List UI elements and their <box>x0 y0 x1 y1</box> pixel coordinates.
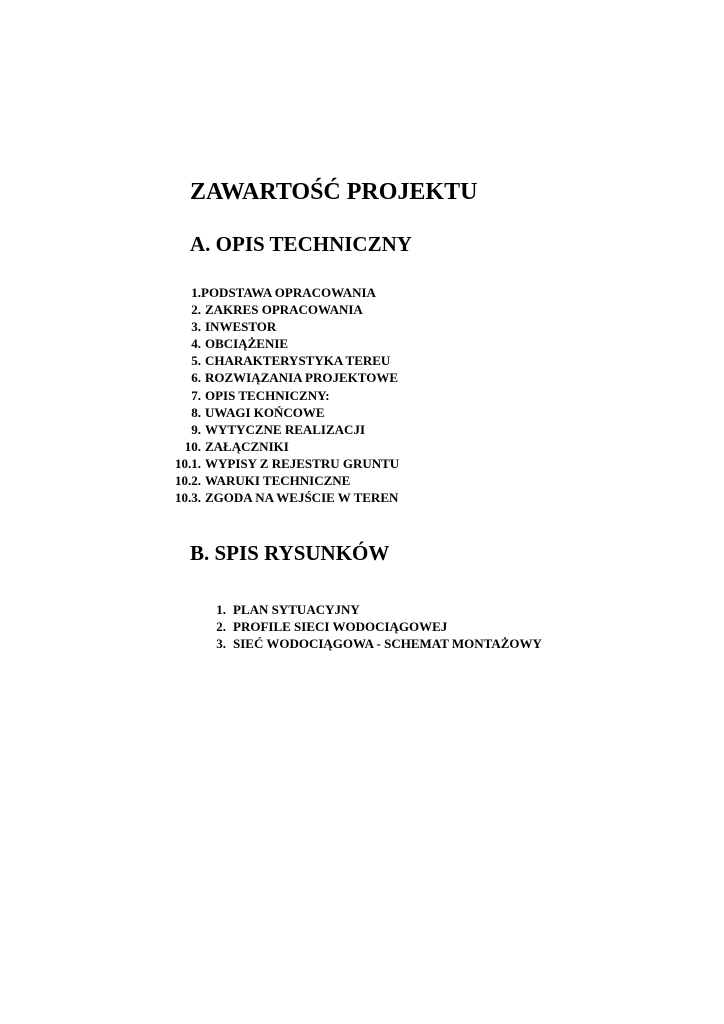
item-text: ZAŁĄCZNIKI <box>205 438 289 454</box>
list-item <box>170 284 490 301</box>
section-b-list <box>200 601 620 653</box>
item-text: WARUKI TECHNICZNE <box>205 473 351 489</box>
list-item <box>170 369 490 386</box>
list-item <box>170 404 490 421</box>
item-text: OBCIĄŻENIE <box>205 336 289 352</box>
list-item <box>170 421 490 438</box>
item-text: OPIS TECHNICZNY: <box>205 387 330 403</box>
item-number: 2. <box>216 619 226 635</box>
item-number: 7. <box>191 387 201 403</box>
item-number: 2. <box>191 302 201 318</box>
item-number: 10. <box>184 438 201 454</box>
list-item <box>200 635 620 652</box>
list-item <box>170 352 490 369</box>
item-number: 10.3. <box>175 490 201 506</box>
item-text: PODSTAWA OPRACOWANIA <box>201 285 376 300</box>
list-item <box>170 472 490 489</box>
section-b-heading: B. SPIS RYSUNKÓW <box>190 541 390 565</box>
item-text: WYPISY Z REJESTRU GRUNTU <box>205 455 400 471</box>
item-number: 10.1. <box>175 455 201 471</box>
item-number: 10.2. <box>175 473 201 489</box>
item-number: 3. <box>216 636 226 652</box>
item-text: ZAKRES OPRACOWANIA <box>205 302 363 318</box>
list-item <box>170 489 490 506</box>
section-a-list <box>170 284 490 506</box>
item-number: 3. <box>191 319 201 335</box>
item-text: PROFILE SIECI WODOCIĄGOWEJ <box>233 619 448 635</box>
item-text: CHARAKTERYSTYKA TEREU <box>205 353 391 369</box>
item-text: WYTYCZNE REALIZACJI <box>205 421 365 437</box>
item-number: 5. <box>191 353 201 369</box>
item-text: SIEĆ WODOCIĄGOWA - SCHEMAT MONTAŻOWY <box>233 636 542 652</box>
item-number: 4. <box>191 336 201 352</box>
list-item <box>200 618 620 635</box>
list-item <box>170 455 490 472</box>
list-item <box>170 318 490 335</box>
list-item <box>170 438 490 455</box>
item-text: INWESTOR <box>205 319 277 335</box>
item-text: ROZWIĄZANIA PROJEKTOWE <box>205 370 398 386</box>
section-a-heading: A. OPIS TECHNICZNY <box>190 232 412 256</box>
item-text: ZGODA NA WEJŚCIE W TEREN <box>205 490 399 506</box>
list-item <box>170 387 490 404</box>
item-number: 9. <box>191 421 201 437</box>
item-number: 8. <box>191 404 201 420</box>
item-number: 1. <box>216 602 226 617</box>
list-item <box>170 335 490 352</box>
item-number: 1. <box>191 285 201 300</box>
item-text: UWAGI KOŃCOWE <box>205 404 325 420</box>
document-title: ZAWARTOŚĆ PROJEKTU <box>190 179 478 205</box>
list-item <box>170 301 490 318</box>
item-text: PLAN SYTUACYJNY <box>233 602 360 617</box>
item-number: 6. <box>191 370 201 386</box>
list-item <box>200 601 620 618</box>
